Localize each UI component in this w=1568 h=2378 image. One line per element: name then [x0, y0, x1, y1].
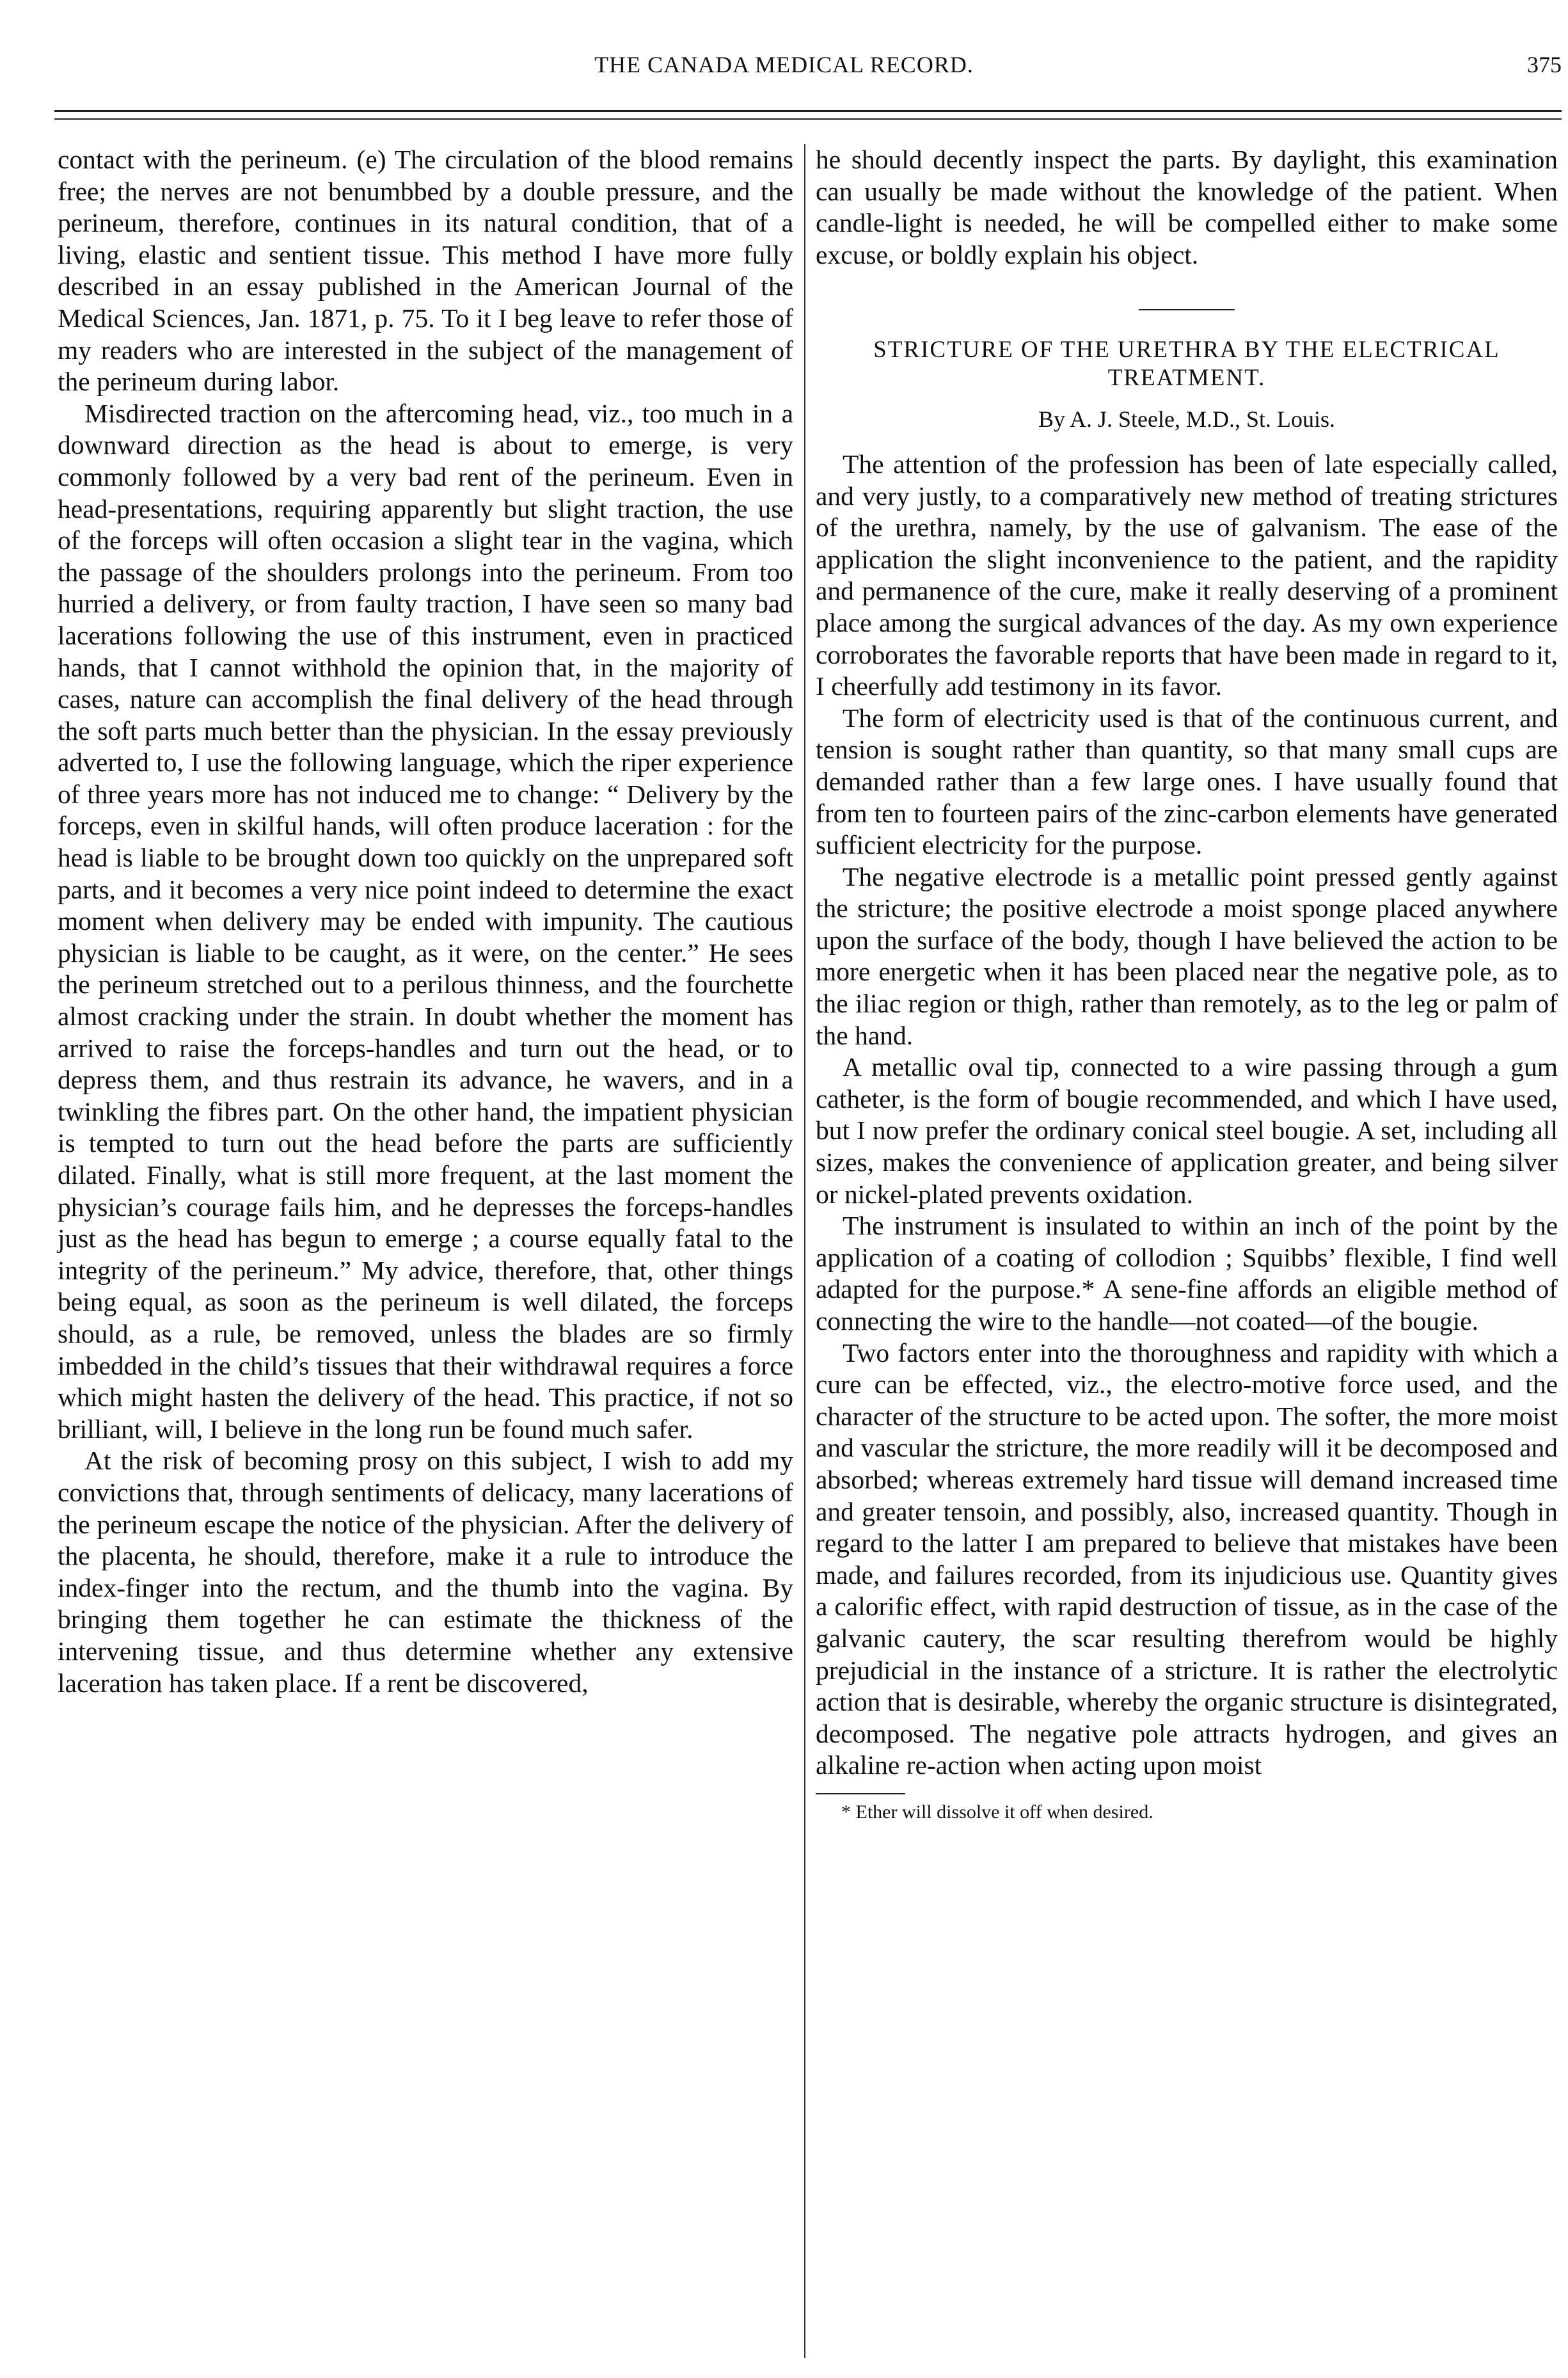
paragraph: The negative electrode is a metallic point pressed gently against the stricture; the positive electrode a moist sponge placed anywhere upon the surface of the body, though I have believed the action to be more energetic when it has been placed near the negative pole, as to the iliac region or thigh, rather than remotely, as to the leg or palm of the hand. [816, 861, 1558, 1050]
page-header [0, 0, 1568, 96]
page-number: 375 [1527, 52, 1562, 77]
article-title: STRICTURE OF THE URETHRA BY THE ELECTRICAL TREATMENT. [873, 337, 1500, 392]
paragraph-continuation: he should decently inspect the parts. By daylight, this examination can usually be made without the knowledge of the patient. When candle-light is needed, he will be compelled either to make some excuse, or boldly explain his object. [816, 145, 1558, 269]
left-column [58, 144, 793, 1699]
paragraph: The instrument is insulated to within an inch of the point by the application of a coating of collodion ; Squibbs’ flexible, I find well adapted for the purpose.* A sene-fine affords an eligible method of connecting the wire to the handle—not coated—of the bougie. [816, 1211, 1558, 1336]
header-rule [54, 110, 1562, 120]
paragraph: At the risk of becoming prosy on this subject, I wish to add my convictions that, through sentiments of delicacy, many lacerations of the perineum escape the notice of the physician. After the delivery of the placenta, he should, therefore, make it a rule to introduce the index-finger into the rectum, and the thumb into the vagina. By bringing them together he can estimate the thickness of the intervening tissue, and thus determine whether any extensive laceration has taken place. If a rent be discovered, [58, 1446, 793, 1698]
running-title: THE CANADA MEDICAL RECORD. [594, 52, 974, 77]
paragraph: The form of electricity used is that of the continuous current, and tension is sought rather than quantity, so that many small cups are demanded rather than a few large ones. I have usually found that from ten to fourteen pairs of the zinc-carbon elements have generated sufficient electricity for the purpose. [816, 703, 1558, 860]
right-column [816, 144, 1558, 1824]
footnote: * Ether will dissolve it off when desired. [841, 1801, 1153, 1823]
paragraph: contact with the perineum. (e) The circulation of the blood remains free; the nerves are not benumbbed by a double pressure, and the perineum, therefore, continues in its natural condition, that of a living, elastic and sentient tissue. This method I have more fully described in an essay published in the American Journal of the Medical Sciences, Jan. 1871, p. 75. To it I beg leave to refer those of my readers who are interested in the subject of the management of the perineum during labor. [58, 145, 793, 397]
paragraph: Two factors enter into the thoroughness and rapidity with which a cure can be effected, viz., the electro-motive force used, and the character of the structure to be acted upon. The softer, the more moist and vascular the stricture, the more readily will it be decomposed and absorbed; whereas extremely hard tissue will demand increased time and greater tensoin, and possibly, also, increased quantity. Though in regard to the latter I am prepared to believe that mistakes have been made, and failures recorded, from its injudicious use. Quantity gives a calorific effect, with rapid destruction of tissue, as in the case of the galvanic cautery, the scar resulting therefrom would be highly prejudicial in the instance of a stricture. It is rather the electrolytic action that is desirable, whereby the organic structure is disintegrated, decomposed. The negative pole attracts hydrogen, and gives an alkaline re-action when acting upon moist [816, 1337, 1558, 1780]
paragraph: Misdirected traction on the aftercoming head, viz., too much in a downward direction as the head is about to emerge, is very commonly followed by a very bad rent of the perineum. Even in head-presentations, requiring apparently but slight traction, the use of the forceps will often occasion a slight tear in the vagina, which the passage of the shoulders prolongs into the perineum. From too hurried a delivery, or from faulty traction, I have seen so many bad lacerations following the use of this instrument, even in practiced hands, that I cannot withhold the opinion that, in the majority of cases, nature can accomplish the final delivery of the head through the soft parts much better than the physician. In the essay previously adverted to, I use the following language, which the riper experience of three years more has not induced me to change: “ Delivery by the forceps, even in skilful hands, will often produce laceration : for the head is liable to be brought down too quickly on the unprepared soft parts, and it becomes a very nice point indeed to determine the exact moment when delivery may be ended with impunity. The cautious physician is liable to be caught, as it were, on the center.” He sees the perineum stretched out to a perilous thinness, and the fourchette almost cracking under the strain. In doubt whether the moment has arrived to raise the forceps-handles and turn out the head, or to depress them, and thus restrain its advance, he wavers, and in a twinkling the fibres part. On the other hand, the impatient physician is tempted to turn out the head before the parts are sufficiently dilated. Finally, what is still more frequent, at the last moment the physician’s courage fails him, and he depresses the forceps-handles just as the head has begun to emerge ; a course equally fatal to the integrity of the perineum.” My advice, therefore, that, other things being equal, as soon as the perineum is well dilated, the forceps should, as a rule, be removed, unless the blades are so firmly imbedded in the child’s tissues that their withdrawal requires a force which might hasten the delivery of the head. This practice, if not so brilliant, will, I believe in the long run be found much safer. [58, 398, 793, 1444]
column-divider [804, 144, 805, 2358]
byline: By A. J. Steele, M.D., St. Louis. [1038, 406, 1336, 433]
footnote-rule [816, 1793, 905, 1794]
article-heading [816, 309, 1558, 392]
paragraph: A metallic oval tip, connected to a wire passing through a gum catheter, is the form of bougie recommended, and which I have used, but I now prefer the ordinary conical steel bougie. A set, including all sizes, makes the convenience of application greater, and being silver or nickel-plated prevents oxidation. [816, 1052, 1558, 1209]
section-rule [1139, 309, 1235, 310]
paragraph: The attention of the profession has been of late especially called, and very justly, to a comparatively new method of treating strictures of the urethra, namely, by the use of galvanism. The ease of the application the slight inconvenience to the patient, and the rapidity and permanence of the cure, make it really deserving of a prominent place among the surgical advances of the day. As my own experience corroborates the favorable reports that have been made in regard to it, I cheerfully add testimony in its favor. [816, 449, 1558, 701]
